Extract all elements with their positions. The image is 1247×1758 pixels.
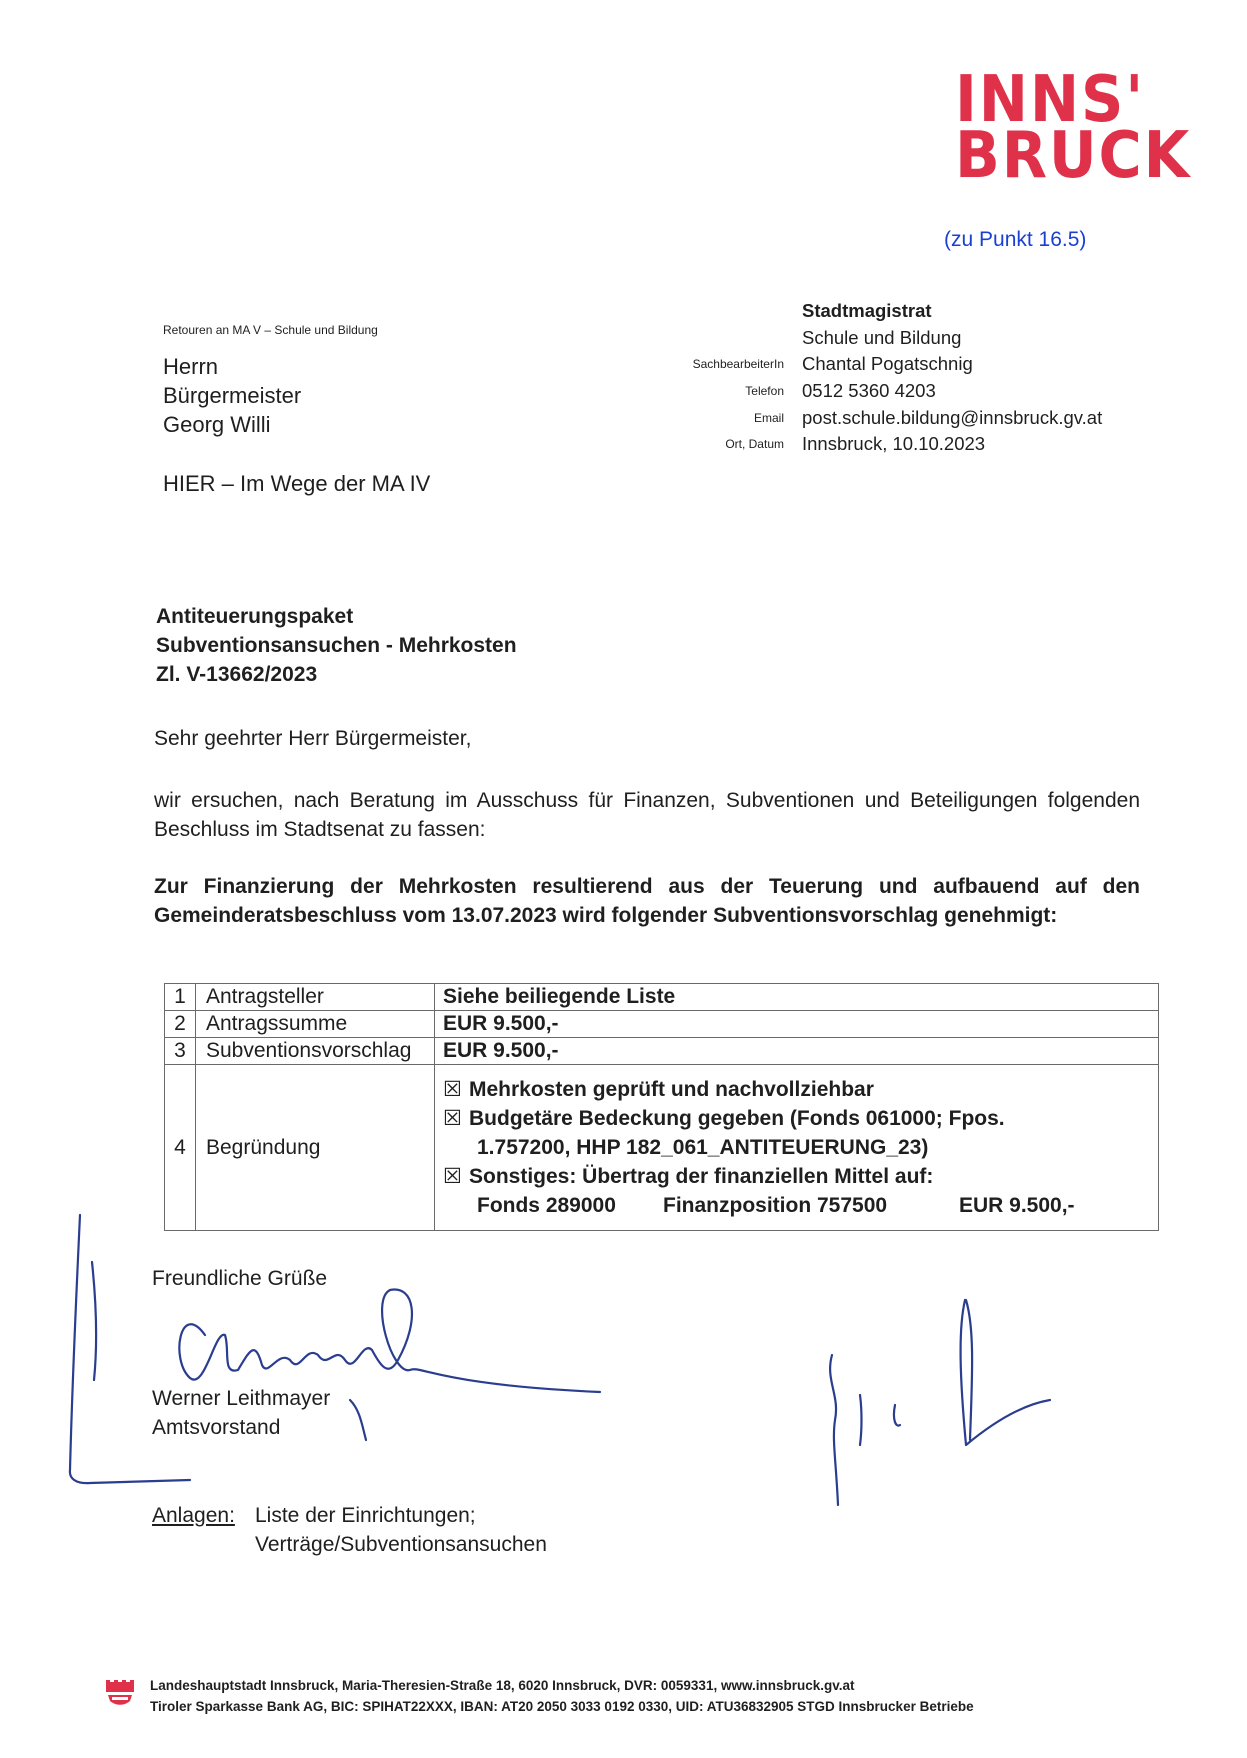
reason-item: Sonstiges: Übertrag der finanziellen Mittel auf: [469, 1165, 934, 1188]
transfer-fonds: Fonds 289000 [477, 1194, 616, 1217]
logo-line-1: INNS' [955, 63, 1146, 137]
recipient-line: Georg Willi [163, 412, 271, 437]
reason-item-continuation: 1.757200, HHP 182_061_ANTITEUERUNG_23) [477, 1136, 929, 1159]
topic-reference: (zu Punkt 16.5) [944, 228, 1087, 251]
leithmayer-signature [179, 1290, 600, 1392]
row-label: Begründung [196, 1065, 435, 1231]
subject-line: Subventionsansuchen - Mehrkosten [156, 634, 517, 657]
sender-phone: 0512 5360 4203 [802, 380, 936, 402]
initials-mark [860, 1395, 862, 1445]
recipient-line: Bürgermeister [163, 383, 302, 408]
closing-greeting: Freundliche Grüße [152, 1267, 328, 1290]
row-label: Subventionsvorschlag [196, 1038, 435, 1065]
salutation: Sehr geehrter Herr Bürgermeister, [154, 727, 472, 750]
sender-label: Telefon [745, 384, 784, 399]
row-label: Antragssumme [196, 1011, 435, 1038]
signer-name: Werner Leithmayer [152, 1387, 331, 1410]
resolution-text: Zur Finanzierung der Mehrkosten resultierend aus der Teuerung und aufbauend auf den Gemeinderatsbeschluss vom 13.07.2023 wird folgender Subventionsvorschlag genehmigt: [154, 875, 1140, 927]
reason-item: Budgetäre Bedeckung gegeben (Fonds 061000; Fpos. [469, 1107, 1005, 1130]
subject-reference: Zl. V-13662/2023 [156, 663, 318, 686]
initials-mark [894, 1405, 900, 1426]
sender-department: Schule und Bildung [802, 326, 962, 348]
sender-label: SachbearbeiterIn [692, 357, 784, 372]
sender-label: Ort, Datum [725, 437, 784, 452]
row-value: Siehe beiliegende Liste [435, 984, 1159, 1011]
logo-line-2: BRUCK [955, 119, 1192, 193]
footer-line: Tiroler Sparkasse Bank AG, BIC: SPIHAT22XXX, IBAN: AT20 2050 3033 0192 0330, UID: ATU36832905 STGD Innsbrucker Betriebe [150, 1699, 974, 1714]
annex-item: Verträge/Subventionsansuchen [255, 1533, 547, 1556]
footer-line: Landeshauptstadt Innsbruck, Maria-Theresien-Straße 18, 6020 Innsbruck, DVR: 0059331, www.innsbruck.gv.at [150, 1678, 855, 1693]
recipient-line: Herrn [163, 354, 219, 379]
row-value: EUR 9.500,- [435, 1038, 1159, 1065]
subject-line: Antiteuerungspaket [156, 605, 354, 628]
annex-label: Anlagen: [152, 1504, 235, 1527]
footer [150, 1675, 974, 1717]
sender-office: Stadtmagistrat [802, 300, 932, 322]
sender-clerk: Chantal Pogatschnig [802, 353, 973, 375]
reason-item: Mehrkosten geprüft und nachvollziehbar [469, 1078, 874, 1101]
transfer-finanzposition: Finanzposition 757500 [663, 1194, 888, 1217]
city-coat-of-arms-icon [104, 1677, 136, 1707]
initials-mark [961, 1300, 1050, 1445]
annex-block [152, 1501, 547, 1559]
return-address: Retouren an MA V – Schule und Bildung [163, 323, 378, 337]
row-number: 2 [165, 1011, 196, 1038]
initials-mark [830, 1355, 838, 1505]
sender-email: post.schule.bildung@innsbruck.gv.at [802, 406, 1103, 428]
annex-item: Liste der Einrichtungen; [255, 1504, 476, 1527]
margin-bracket-mark [70, 1215, 190, 1483]
row-number: 1 [165, 984, 196, 1011]
row-number: 3 [165, 1038, 196, 1065]
row-value: EUR 9.500,- [435, 1011, 1159, 1038]
signer-title: Amtsvorstand [152, 1416, 281, 1439]
sender-place-date: Innsbruck, 10.10.2023 [802, 433, 986, 455]
initials-mark [966, 1300, 972, 1440]
row-label: Antragsteller [196, 984, 435, 1011]
recipient-routing: HIER – Im Wege der MA IV [163, 471, 431, 496]
body-paragraph: wir ersuchen, nach Beratung im Ausschuss für Finanzen, Subventionen und Beteiligungen folgenden Beschluss im Stadtsenat zu fassen: [154, 789, 1140, 841]
checked-box-icon: ☒ [443, 1078, 462, 1101]
checked-box-icon: ☒ [443, 1107, 462, 1130]
checked-box-icon: ☒ [443, 1165, 462, 1188]
row-number: 4 [165, 1065, 196, 1231]
leithmayer-signature-tail [350, 1400, 366, 1440]
margin-bracket-inner [92, 1262, 96, 1380]
transfer-amount: EUR 9.500,- [959, 1194, 1075, 1217]
sender-label: Email [753, 410, 784, 425]
